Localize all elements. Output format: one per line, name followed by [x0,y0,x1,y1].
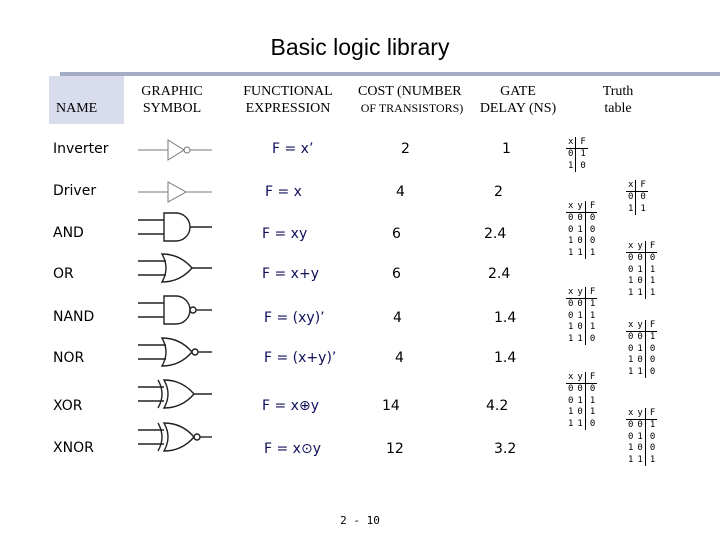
truth-table-row [626,443,657,454]
inverter-gate-icon [138,135,212,165]
truth-table-header-cell: F [585,372,597,384]
truth-table-header-cell: F [645,241,657,253]
header-delay-line1: GATE [500,84,536,99]
truth-table-header-cell: F [645,320,657,332]
header-symbol-line1: GRAPHIC [141,84,203,99]
truth-table-nand [566,287,597,345]
truth-table-cell: 0 [577,299,583,310]
truth-table-header-cell: F [576,137,588,149]
truth-table-row [566,213,597,225]
nand-gate-icon [138,293,212,327]
truth-table-row [626,265,657,276]
truth-table-row [626,332,657,344]
truth-table-header-cell: y [635,408,645,420]
truth-table-cell: 0 [577,322,583,333]
truth-table-row [626,432,657,443]
truth-table-cell: 0 [628,192,634,203]
truth-table-cell: 0 [577,407,583,418]
truth-table-cell: 0 [568,299,574,310]
truth-table-row [566,419,597,430]
truth-table-header-cell: F [585,201,597,213]
truth-table-cell: 0 [636,192,648,204]
truth-table-row [626,288,657,299]
truth-table-cell: 1 [577,418,583,429]
truth-table-row [626,276,657,287]
truth-table-cell: 0 [628,420,634,431]
truth-table-cell: 1 [628,454,634,465]
truth-table-cell: 0 [628,431,634,442]
buffer-gate-icon [138,177,212,207]
truth-table-cell: 1 [637,431,643,442]
truth-table-cell: 0 [637,420,643,431]
truth-table-cell: 1 [568,333,574,344]
truth-table-cell: 1 [637,343,643,354]
truth-table-row [566,311,597,322]
truth-table-header-row [626,241,657,253]
truth-table-header-cell: F [585,287,597,299]
xnor-gate-icon [138,420,212,454]
truth-table-header-row [566,372,597,384]
row-cost-and: 6 [392,226,401,242]
truth-table-cell: 0 [585,419,597,430]
header-truth [586,83,650,117]
truth-table-row [626,192,648,204]
truth-table-cell: 0 [568,395,574,406]
header-cost [348,83,476,117]
truth-table-cell: 0 [628,264,634,275]
truth-table-cell: 1 [645,276,657,287]
truth-table-cell: 0 [645,443,657,454]
row-name-nor: NOR [53,350,85,366]
truth-table-cell: 0 [577,236,583,247]
header-symbol-line2: SYMBOL [142,101,202,116]
truth-table-header-row [626,408,657,420]
truth-table-header-cell: y [575,372,585,384]
truth-table-cell: 0 [568,149,574,160]
truth-table-row [566,334,597,345]
truth-table-cell: 1 [577,333,583,344]
header-name: NAME [56,101,98,116]
truth-table-cell: 1 [568,407,574,418]
truth-table-cell: 1 [645,288,657,299]
truth-table-cell: 0 [577,384,583,395]
truth-table-row [626,367,657,378]
row-expression-or: F = x+y [262,266,319,282]
truth-table-cell: 0 [576,161,588,172]
truth-table-or [626,241,657,299]
truth-table-cell: 1 [636,204,648,215]
row-name-and: AND [53,225,84,241]
truth-table-header-cell: x [568,372,574,382]
truth-table-inverter [566,137,588,172]
row-name-inverter: Inverter [53,141,109,157]
truth-table-cell: 0 [637,355,643,366]
truth-table-row [566,161,588,172]
truth-table-cell: 0 [645,253,657,265]
header-expression [232,83,344,117]
row-name-xor: XOR [53,398,83,414]
truth-table-cell: 0 [637,332,643,343]
truth-table-header-row [626,320,657,332]
truth-table-cell: 0 [577,213,583,224]
page-number: 2 - 10 [340,514,380,527]
truth-table-cell: 0 [628,332,634,343]
truth-table-cell: 0 [637,276,643,287]
truth-table-header-cell: x [628,408,634,418]
truth-table-cell: 0 [585,236,597,247]
truth-table-header-row [566,287,597,299]
truth-table-cell: 1 [577,310,583,321]
truth-table-cell: 1 [645,455,657,466]
row-cost-or: 6 [392,266,401,282]
truth-table-cell: 1 [637,454,643,465]
row-delay-or: 2.4 [488,266,511,282]
truth-table-row [626,420,657,432]
truth-table-grid [626,408,657,466]
truth-table-header-row [626,180,648,192]
header-delay-line2: DELAY (NS) [479,101,557,116]
truth-table-xnor [626,408,657,466]
row-name-xnor: XNOR [53,440,94,456]
truth-table-xor [566,372,597,430]
row-delay-and: 2.4 [484,226,507,242]
truth-table-cell: 1 [645,332,657,344]
row-delay-nand: 1.4 [494,310,517,326]
truth-table-cell: 1 [628,443,634,454]
row-cost-inverter: 2 [401,141,410,157]
row-expression-inverter: F = x’ [272,141,314,157]
truth-table-header-cell: y [635,241,645,253]
truth-table-header-cell: y [635,320,645,332]
truth-table-cell: 0 [568,224,574,235]
header-symbol [130,83,214,117]
truth-table-cell: 1 [628,276,634,287]
truth-table-cell: 0 [645,367,657,378]
row-delay-xnor: 3.2 [494,441,517,457]
truth-table-row [566,299,597,311]
truth-table-and [566,201,597,259]
row-delay-driver: 2 [494,184,503,200]
truth-table-header-cell: x [568,201,574,211]
header-expression-line1: FUNCTIONAL [243,84,333,99]
truth-table-row [626,253,657,265]
truth-table-grid [566,287,597,345]
truth-table-cell: 0 [568,310,574,321]
truth-table-row [566,236,597,247]
row-delay-nor: 1.4 [494,350,517,366]
truth-table-cell: 1 [637,264,643,275]
header-cost-line1: COST (NUMBER [358,84,462,99]
truth-table-cell: 0 [645,432,657,443]
row-cost-xnor: 12 [386,441,404,457]
truth-table-cell: 1 [577,395,583,406]
truth-table-cell: 1 [645,265,657,276]
truth-table-cell: 0 [645,344,657,355]
row-expression-xnor: F = x⊙y [264,441,321,457]
truth-table-grid [626,180,648,215]
row-cost-driver: 4 [396,184,405,200]
truth-table-row [566,248,597,259]
truth-table-header-cell: F [645,408,657,420]
truth-table-cell: 0 [637,253,643,264]
truth-table-cell: 1 [628,203,634,214]
truth-table-grid [626,241,657,299]
truth-table-header-cell: x [568,287,574,297]
row-delay-inverter: 1 [502,141,511,157]
truth-table-row [566,384,597,396]
truth-table-cell: 0 [568,384,574,395]
truth-table-cell: 1 [637,366,643,377]
truth-table-cell: 1 [585,322,597,333]
row-name-nand: NAND [53,309,95,325]
nor-gate-icon [138,335,212,369]
truth-table-header-cell: F [636,180,648,192]
row-cost-nor: 4 [395,350,404,366]
truth-table-row [566,225,597,236]
truth-table-cell: 1 [585,407,597,418]
title-divider [60,72,720,76]
truth-table-driver [626,180,648,215]
truth-table-cell: 1 [628,366,634,377]
truth-table-cell: 1 [568,236,574,247]
or-gate-icon [138,251,212,285]
truth-table-grid [566,372,597,430]
truth-table-header-row [566,137,588,149]
xor-gate-icon [138,377,212,411]
truth-table-grid [566,201,597,259]
truth-table-cell: 0 [628,253,634,264]
truth-table-cell: 0 [568,213,574,224]
truth-table-row [566,396,597,407]
truth-table-cell: 1 [568,247,574,258]
truth-table-nor [626,320,657,378]
truth-table-cell: 1 [585,299,597,311]
truth-table-header-cell: x [628,320,634,330]
truth-table-row [566,407,597,418]
truth-table-row [626,344,657,355]
truth-table-cell: 0 [628,343,634,354]
truth-table-row [566,322,597,333]
truth-table-header-cell: y [575,287,585,299]
truth-table-header-cell: x [626,180,636,192]
row-expression-nor: F = (x+y)’ [264,350,337,366]
truth-table-cell: 0 [585,384,597,396]
truth-table-cell: 1 [585,311,597,322]
truth-table-cell: 1 [568,160,574,171]
truth-table-cell: 1 [628,355,634,366]
row-cost-nand: 4 [393,310,402,326]
header-delay [476,83,560,117]
truth-table-cell: 0 [637,443,643,454]
row-cost-xor: 14 [382,398,400,414]
truth-table-header-cell: x [628,241,634,251]
row-expression-driver: F = x [265,184,302,200]
header-expression-line2: EXPRESSION [245,101,331,116]
row-name-driver: Driver [53,183,97,199]
truth-table-header-row [566,201,597,213]
truth-table-cell: 0 [585,334,597,345]
truth-table-cell: 1 [585,248,597,259]
truth-table-cell: 1 [637,287,643,298]
row-expression-xor: F = x⊕y [262,398,319,414]
truth-table-cell: 0 [585,213,597,225]
truth-table-cell: 1 [585,396,597,407]
truth-table-header-cell: y [575,201,585,213]
truth-table-row [626,355,657,366]
truth-table-cell: 1 [577,247,583,258]
row-delay-xor: 4.2 [486,398,509,414]
row-expression-and: F = xy [262,226,308,242]
truth-table-cell: 1 [576,149,588,161]
row-expression-nand: F = (xy)’ [264,310,325,326]
truth-table-grid [626,320,657,378]
truth-table-cell: 1 [568,418,574,429]
header-truth-line1: Truth [602,84,634,99]
truth-table-row [626,204,648,215]
truth-table-cell: 1 [568,322,574,333]
truth-table-row [626,455,657,466]
truth-table-cell: 1 [645,420,657,432]
truth-table-cell: 1 [628,287,634,298]
truth-table-grid [566,137,588,172]
and-gate-icon [138,210,212,244]
page-title: Basic logic library [270,34,450,60]
truth-table-header-cell: x [566,137,576,149]
truth-table-row [566,149,588,161]
truth-table-cell: 1 [577,224,583,235]
truth-table-cell: 0 [585,225,597,236]
header-truth-line2: table [604,101,632,116]
truth-table-cell: 0 [645,355,657,366]
header-cost-line2: OF TRANSISTORS) [360,101,464,115]
row-name-or: OR [53,266,74,282]
